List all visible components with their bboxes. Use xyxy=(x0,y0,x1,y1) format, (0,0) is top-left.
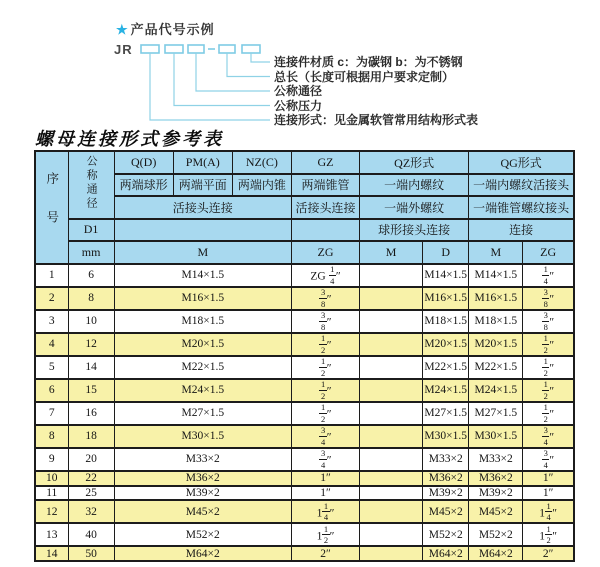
cell-m: M22×1.5 xyxy=(114,356,291,379)
cell-dn: 10 xyxy=(68,310,114,333)
cell-qz-d: M14×1.5 xyxy=(423,264,469,287)
cell-zg: $\frac{3}{4}$ ″ xyxy=(291,425,359,448)
cell-dn: 25 xyxy=(68,486,114,501)
cell-qg-zg: $\frac{1}{2}$ ″ xyxy=(523,402,574,425)
cell-serial: 8 xyxy=(35,425,68,448)
cell-zg: 1″ xyxy=(291,471,359,486)
cell-qg-zg: $\frac{3}{4}$ ″ xyxy=(523,448,574,471)
table-row xyxy=(35,471,574,486)
header-thread-qg-m: M xyxy=(469,241,523,264)
cell-qg-m: M36×2 xyxy=(469,471,523,486)
fraction: $\frac{1}{2}$ xyxy=(320,402,326,424)
code-box-pressure xyxy=(165,45,183,53)
cell-qz-d: M30×1.5 xyxy=(423,425,469,448)
cell-qg-zg: 1″ xyxy=(523,471,574,486)
cell-qz-d: M16×1.5 xyxy=(423,287,469,310)
fraction: $\frac{1}{2}$ xyxy=(543,402,548,424)
connector-line-length xyxy=(227,53,270,77)
code-box-diameter xyxy=(188,45,204,53)
fraction: $\frac{3}{4}$ xyxy=(543,448,548,470)
cell-zg: 2″ xyxy=(291,546,359,561)
header-serial-text: 序号 xyxy=(44,171,59,249)
header-connection-qz: 一端外螺纹 xyxy=(360,196,469,219)
cell-qz-m xyxy=(360,523,423,546)
label-connection-form: 连接形式：见金属软管常用结构形式表 xyxy=(274,113,479,127)
header-nominal-diameter xyxy=(68,151,114,219)
table-row xyxy=(35,546,574,561)
fraction: $\frac{3}{4}$ xyxy=(320,425,326,447)
table-row xyxy=(35,448,574,471)
product-code-heading-text: 产品代号示例 xyxy=(130,22,215,37)
cell-qz-m xyxy=(360,402,423,425)
fraction: $\frac{3}{8}$ xyxy=(320,310,326,332)
cell-qz-d: M27×1.5 xyxy=(423,402,469,425)
cell-qg-m: M30×1.5 xyxy=(469,425,523,448)
table-row xyxy=(35,523,574,546)
cell-m: M20×1.5 xyxy=(114,333,291,356)
cell-qz-m xyxy=(360,379,423,402)
header-d1: D1 xyxy=(68,219,114,242)
cell-zg: 1 $\frac{1}{4}$ ″ xyxy=(291,500,359,523)
code-box-length xyxy=(219,45,235,53)
header-thread-m3: M xyxy=(114,241,291,264)
cell-qz-d: M39×2 xyxy=(423,486,469,501)
fraction: $\frac{1}{2}$ xyxy=(320,333,326,355)
cell-m: M30×1.5 xyxy=(114,425,291,448)
cell-dn: 32 xyxy=(68,500,114,523)
cell-qg-zg: 2″ xyxy=(523,546,574,561)
cell-dn: 40 xyxy=(68,523,114,546)
header-row-thread xyxy=(35,241,574,264)
cell-qg-zg: $\frac{1}{2}$ ″ xyxy=(523,379,574,402)
header-d1-qz: 球形接头连接 xyxy=(360,219,469,242)
header-code-qg: QG形式 xyxy=(469,151,574,174)
cell-qz-m xyxy=(360,486,423,501)
cell-qg-m: M33×2 xyxy=(469,448,523,471)
cell-serial: 14 xyxy=(35,546,68,561)
cell-qg-zg: $\frac{1}{2}$ ″ xyxy=(523,333,574,356)
label-connector-material: 连接件材质 c：为碳钢 b：为不锈钢 xyxy=(274,55,463,69)
header-nominal-diameter-text: 公称通径 xyxy=(85,154,98,211)
cell-qg-zg: 1 $\frac{1}{2}$ ″ xyxy=(523,523,574,546)
cell-qz-m xyxy=(360,500,423,523)
cell-serial: 3 xyxy=(35,310,68,333)
cell-qg-zg: $\frac{1}{2}$ ″ xyxy=(523,356,574,379)
table-title: 螺母连接形式参考表 xyxy=(35,129,224,149)
table-row xyxy=(35,500,574,523)
table-row xyxy=(35,425,574,448)
cell-dn: 12 xyxy=(68,333,114,356)
cell-qz-d: M22×1.5 xyxy=(423,356,469,379)
cell-m: M64×2 xyxy=(114,546,291,561)
cell-zg: $\frac{1}{2}$ ″ xyxy=(291,333,359,356)
fraction: $\frac{3}{4}$ xyxy=(320,448,326,470)
header-code-qd: Q(D) xyxy=(114,151,173,174)
nut-connection-reference-table xyxy=(34,150,575,562)
cell-qg-zg: $\frac{3}{8}$ ″ xyxy=(523,287,574,310)
fraction: $\frac{1}{4}$ xyxy=(330,264,335,286)
fraction: $\frac{1}{2}$ xyxy=(323,523,329,546)
connector-line-pressure xyxy=(174,53,270,106)
cell-dn: 6 xyxy=(68,264,114,287)
cell-m: M45×2 xyxy=(114,500,291,523)
cell-qg-zg: $\frac{3}{8}$ ″ xyxy=(523,310,574,333)
fraction: $\frac{1}{4}$ xyxy=(543,264,548,286)
code-box-material xyxy=(242,45,260,53)
product-code-heading xyxy=(116,19,215,38)
code-box-form xyxy=(141,45,159,53)
header-ends-qd: 两端球形 xyxy=(114,174,173,197)
cell-qg-m: M22×1.5 xyxy=(469,356,523,379)
header-code-qz: QZ形式 xyxy=(360,151,469,174)
cell-qz-d: M20×1.5 xyxy=(423,333,469,356)
cell-serial: 1 xyxy=(35,264,68,287)
cell-qz-d: M33×2 xyxy=(423,448,469,471)
cell-qz-d: M64×2 xyxy=(423,546,469,561)
cell-m: M52×2 xyxy=(114,523,291,546)
cell-qg-zg: 1″ xyxy=(523,486,574,501)
fraction: $\frac{1}{2}$ xyxy=(543,379,548,401)
cell-dn: 15 xyxy=(68,379,114,402)
cell-zg: $\frac{3}{8}$ ″ xyxy=(291,287,359,310)
fraction: $\frac{1}{2}$ xyxy=(543,333,548,355)
header-row-connection xyxy=(35,196,574,219)
cell-qz-m xyxy=(360,310,423,333)
cell-dn: 8 xyxy=(68,287,114,310)
cell-qg-m: M27×1.5 xyxy=(469,402,523,425)
header-row-ends xyxy=(35,174,574,197)
table-header xyxy=(35,151,574,264)
cell-serial: 10 xyxy=(35,471,68,486)
cell-dn: 16 xyxy=(68,402,114,425)
cell-qg-zg: 1 $\frac{1}{4}$ ″ xyxy=(523,500,574,523)
header-thread-qz-m: M xyxy=(360,241,423,264)
cell-serial: 6 xyxy=(35,379,68,402)
cell-qz-d: M24×1.5 xyxy=(423,379,469,402)
table-row xyxy=(35,486,574,501)
cell-serial: 5 xyxy=(35,356,68,379)
fraction: $\frac{1}{4}$ xyxy=(323,500,329,523)
fraction: $\frac{1}{2}$ xyxy=(320,379,326,401)
cell-zg: $\frac{3}{4}$ ″ xyxy=(291,448,359,471)
cell-qz-m xyxy=(360,287,423,310)
fraction: $\frac{3}{4}$ xyxy=(543,425,548,447)
table-row xyxy=(35,287,574,310)
cell-qg-m: M18×1.5 xyxy=(469,310,523,333)
product-code-prefix: JR xyxy=(114,42,133,57)
header-code-nzc: NZ(C) xyxy=(232,151,291,174)
label-nominal-pressure: 公称压力 xyxy=(274,98,323,113)
cell-zg: 1 $\frac{1}{2}$ ″ xyxy=(291,523,359,546)
cell-qz-d: M36×2 xyxy=(423,471,469,486)
cell-zg: ZG $\frac{1}{4}$ ″ xyxy=(291,264,359,287)
connector-line-diameter xyxy=(196,53,270,91)
header-code-gz: GZ xyxy=(291,151,359,174)
cell-zg: $\frac{1}{2}$ ″ xyxy=(291,356,359,379)
header-ends-pma: 两端平面 xyxy=(173,174,232,197)
table-row xyxy=(35,402,574,425)
connector-line-material xyxy=(251,53,270,62)
cell-serial: 11 xyxy=(35,486,68,501)
cell-dn: 20 xyxy=(68,448,114,471)
header-ends-nzc: 两端内锥 xyxy=(232,174,291,197)
fraction: $\frac{3}{8}$ xyxy=(543,287,548,309)
cell-qz-d: M18×1.5 xyxy=(423,310,469,333)
cell-serial: 12 xyxy=(35,500,68,523)
cell-dn: 14 xyxy=(68,356,114,379)
header-d1-blank-left xyxy=(114,219,291,242)
cell-qg-zg: $\frac{1}{4}$ ″ xyxy=(523,264,574,287)
cell-zg: 1″ xyxy=(291,486,359,501)
cell-qg-m: M20×1.5 xyxy=(469,333,523,356)
cell-m: M16×1.5 xyxy=(114,287,291,310)
fraction: $\frac{3}{8}$ xyxy=(543,310,548,332)
cell-zg: $\frac{3}{8}$ ″ xyxy=(291,310,359,333)
cell-zg: $\frac{1}{2}$ ″ xyxy=(291,379,359,402)
cell-dn: 18 xyxy=(68,425,114,448)
cell-qg-zg: $\frac{3}{4}$ ″ xyxy=(523,425,574,448)
cell-qg-m: M14×1.5 xyxy=(469,264,523,287)
table-row xyxy=(35,310,574,333)
header-ends-qz: 一端内螺纹 xyxy=(360,174,469,197)
cell-serial: 2 xyxy=(35,287,68,310)
cell-qz-m xyxy=(360,333,423,356)
table-row xyxy=(35,379,574,402)
star-icon: ★ xyxy=(116,22,129,37)
cell-qg-m: M16×1.5 xyxy=(469,287,523,310)
cell-serial: 4 xyxy=(35,333,68,356)
header-row-d1 xyxy=(35,219,574,242)
cell-zg: $\frac{1}{2}$ ″ xyxy=(291,402,359,425)
cell-qg-m: M39×2 xyxy=(469,486,523,501)
cell-qg-m: M52×2 xyxy=(469,523,523,546)
connector-line-form xyxy=(150,53,270,120)
table-body xyxy=(35,264,574,561)
header-serial xyxy=(35,151,68,264)
cell-qz-m xyxy=(360,264,423,287)
fraction: $\frac{3}{8}$ xyxy=(320,287,326,309)
cell-m: M18×1.5 xyxy=(114,310,291,333)
header-thread-qz-d: D xyxy=(423,241,469,264)
cell-qz-m xyxy=(360,425,423,448)
header-ends-gz: 两端锥管 xyxy=(291,174,359,197)
header-unit: mm xyxy=(68,241,114,264)
header-d1-blank-gz xyxy=(291,219,359,242)
cell-qz-m xyxy=(360,471,423,486)
label-total-length: 总长（长度可根据用户要求定制） xyxy=(274,69,455,84)
cell-qz-d: M52×2 xyxy=(423,523,469,546)
label-nominal-diameter: 公称通径 xyxy=(274,84,323,98)
header-row-codes xyxy=(35,151,574,174)
cell-qg-m: M64×2 xyxy=(469,546,523,561)
cell-qz-m xyxy=(360,356,423,379)
fraction: $\frac{1}{2}$ xyxy=(546,523,551,546)
table-row xyxy=(35,356,574,379)
header-thread-gz: ZG xyxy=(291,241,359,264)
cell-serial: 13 xyxy=(35,523,68,546)
header-ends-qg: 一端内螺纹活接头 xyxy=(469,174,574,197)
cell-m: M33×2 xyxy=(114,448,291,471)
table-row xyxy=(35,333,574,356)
cell-m: M39×2 xyxy=(114,486,291,501)
cell-qg-m: M24×1.5 xyxy=(469,379,523,402)
cell-dn: 22 xyxy=(68,471,114,486)
cell-m: M36×2 xyxy=(114,471,291,486)
fraction: $\frac{1}{2}$ xyxy=(543,356,548,378)
header-code-pma: PM(A) xyxy=(173,151,232,174)
cell-serial: 9 xyxy=(35,448,68,471)
header-connection-qg: 一端锥管螺纹接头 xyxy=(469,196,574,219)
cell-m: M14×1.5 xyxy=(114,264,291,287)
header-connection-gz: 活接头连接 xyxy=(291,196,359,219)
fraction: $\frac{1}{4}$ xyxy=(546,500,551,523)
cell-m: M24×1.5 xyxy=(114,379,291,402)
cell-m: M27×1.5 xyxy=(114,402,291,425)
cell-qz-d: M45×2 xyxy=(423,500,469,523)
cell-qz-m xyxy=(360,448,423,471)
cell-dn: 50 xyxy=(68,546,114,561)
fraction: $\frac{1}{2}$ xyxy=(320,356,326,378)
cell-qg-m: M45×2 xyxy=(469,500,523,523)
table-row xyxy=(35,264,574,287)
cell-serial: 7 xyxy=(35,402,68,425)
header-d1-qg: 连接 xyxy=(469,219,574,242)
cell-qz-m xyxy=(360,546,423,561)
header-thread-qg-zg: ZG xyxy=(523,241,574,264)
header-connection-union3: 活接头连接 xyxy=(114,196,291,219)
